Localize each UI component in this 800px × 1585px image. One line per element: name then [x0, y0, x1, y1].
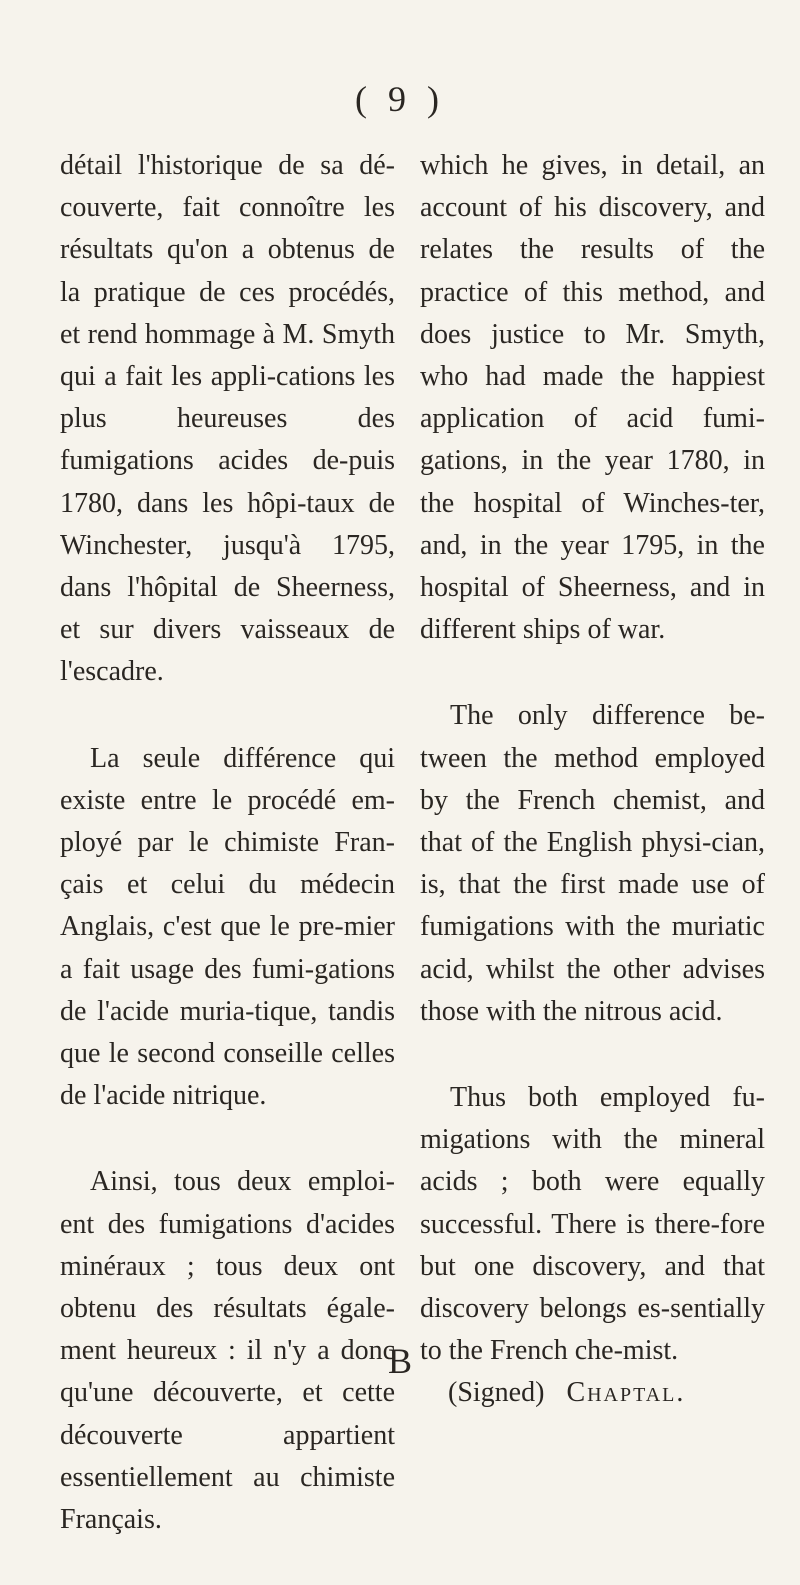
gathering-signature-mark: B: [387, 1341, 412, 1381]
english-paragraph-3: Thus both employed fu-migations with the mineral acids ; both were equally successful. There is there-fore but one discovery, and that discovery belongs es-sentially to the French che-mist.: [420, 1082, 765, 1367]
page-number: ( 9 ): [355, 79, 445, 119]
french-paragraph-3: Ainsi, tous deux emploi-ent des fumigations d'acides minéraux ; tous deux ont obtenu des résultats égale-ment heureux : il n'y a donc qu'une découverte, et cette découverte appartient essentiellement au chimiste Français.: [60, 1166, 395, 1536]
french-paragraph-1: détail l'historique de sa dé-couverte, fait connoître les résultats qu'on a obtenus de la pratique de ces procédés, et rend hommage à M. Smyth qui a fait les appli-cations les plus heureuses des fumigations acides de-puis 1780, dans les hôpi-taux de Winchester, jusqu'à 1795, dans l'hôpital de Sheerness, et sur divers vaisseaux de l'escadre.: [60, 150, 395, 688]
english-paragraph-2: The only difference be-tween the method employed by the French chemist, and that of the English physi-cian, is, that the first made use of fumigations with the muriatic acid, whilst the other advises those with the nitrous acid.: [420, 700, 765, 1027]
english-column: [420, 145, 765, 1415]
signer-name: Chaptal.: [566, 1377, 686, 1409]
signed-label: (Signed): [448, 1377, 545, 1409]
french-paragraph-2: La seule différence qui existe entre le procédé em-ployé par le chimiste Fran-çais et celui du médecin Anglais, c'est que le pre-mier a fait usage des fumi-gations de l'acide muria-tique, tandis que le second conseille celles de l'acide nitrique.: [60, 742, 395, 1112]
english-paragraph-1: which he gives, in detail, an account of his discovery, and relates the results of the practice of this method, and does justice to Mr. Smyth, who had made the happiest application of acid fumi-gations, in the year 1780, in the hospital of Winches-ter, and, in the year 1795, in the hospital of Sheerness, and in different ships of war.: [420, 150, 765, 646]
